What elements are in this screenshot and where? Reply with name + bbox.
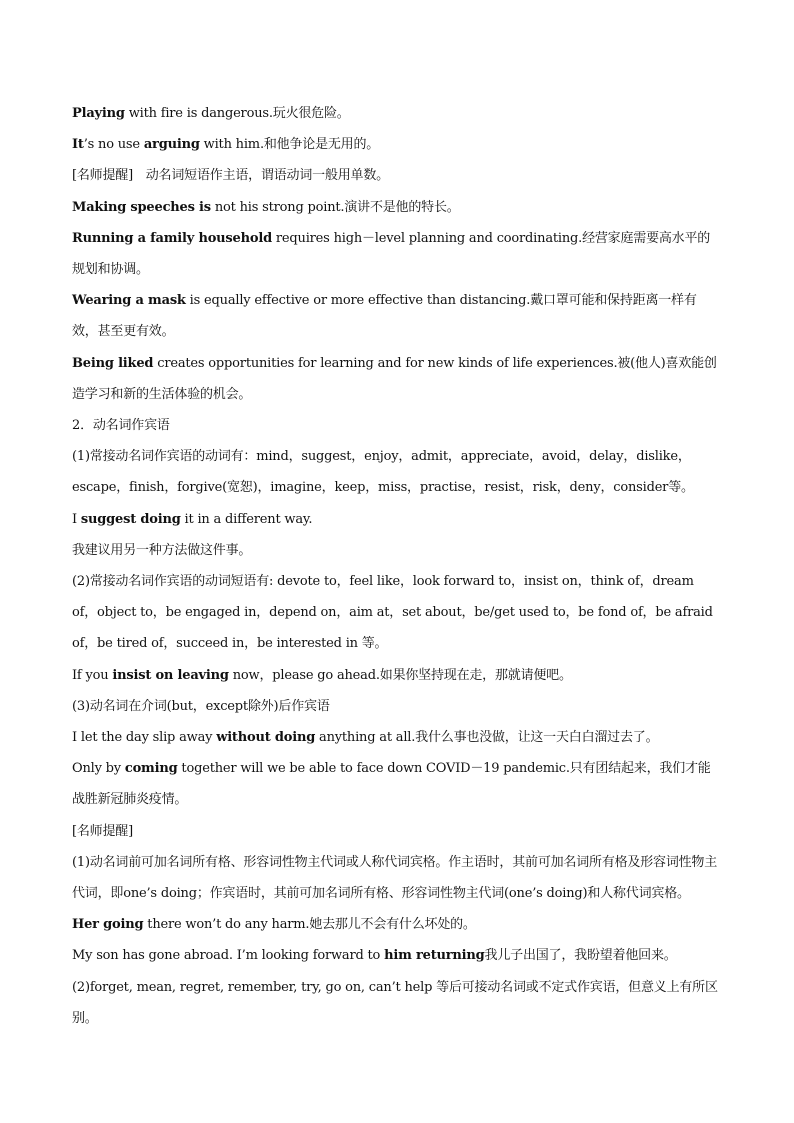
text-run: (2)常接动名词作宾语的动词短语有: devote to，feel like，look forward to，insist on，think of，dream of，object to，be engaged in，depend on，aim at，set about，be/get used to，be fond of，be afraid of，be tired of，succeed in，be interested in 等。 [72,574,713,652]
bold-text: Being liked [72,355,154,371]
text-run: is equally effective or more effective than distancing.戴口罩可能和保持距离一样有效，甚至更有效。 [72,293,697,340]
paragraph [72,192,722,223]
bold-text: Running a family household [72,230,272,246]
bold-text: suggest doing [80,511,181,527]
paragraph [72,285,722,347]
text-run: now，please go ahead.如果你坚持现在走，那就请便吧。 [228,667,572,683]
text-run: with him.和他争论是无用的。 [199,137,380,153]
text-run: (3)动名词在介词(but，except除外)后作宾语 [72,698,330,714]
bold-text: It [72,137,84,153]
paragraph [72,753,722,815]
paragraph [72,909,722,940]
paragraph [72,816,722,847]
text-run: it in a different way. [180,511,313,527]
paragraph [72,98,722,129]
text-run: 2．动名词作宾语 [72,418,170,434]
document-content [72,98,722,1034]
paragraph [72,940,722,971]
text-run: anything at all.我什么事也没做，让这一天白白溜过去了。 [315,730,659,746]
text-run: Only by [72,761,125,777]
paragraph [72,972,722,1034]
paragraph [72,410,722,441]
text-run: I [72,511,81,527]
text-run: not his strong point.演讲不是他的特长。 [210,199,460,215]
text-run: creates opportunities for learning and for new kinds of life experiences.被(他人)喜欢能创造学习和新的生活体验的机会。 [72,355,717,402]
bold-text: Making speeches is [72,199,211,215]
paragraph [72,691,722,722]
bold-text: coming [124,761,178,777]
text-run: (2)forget, mean, regret, remember, try, go on, can’t help 等后可接动名词或不定式作宾语，但意义上有所区别。 [72,979,718,1026]
paragraph [72,535,722,566]
paragraph [72,129,722,160]
text-run: together will we be able to face down COVID－19 pandemic.只有团结起来，我们才能战胜新冠肺炎疫情。 [72,761,711,808]
paragraph [72,660,722,691]
paragraph [72,722,722,753]
text-run: ’s no use [83,137,144,153]
text-run: My son has gone abroad. I’m looking forward to [72,948,385,964]
bold-text: Playing [72,106,125,121]
paragraph [72,566,722,660]
bold-text: arguing [143,137,200,153]
text-run: [名师提醒] [72,823,133,839]
text-run: requires high－level planning and coordinating.经营家庭需要高水平的规划和协调。 [72,230,711,278]
text-run: with fire is dangerous.玩火很危险。 [124,106,350,121]
text-run: [名师提醒] 动名词短语作主语，谓语动词一般用单数。 [72,168,389,184]
text-run: I let the day slip away [72,730,217,746]
text-run: (1)动名词前可加名词所有格、形容词性物主代词或人称代词宾格。作主语时，其前可加名词所有格及形容词性物主代词，即one’s doing；作宾语时，其前可加名词所有格、形容词性物主代词(one’s doing)和人称代词宾格。 [72,854,718,902]
text-run: If you [72,667,113,683]
text-run: 我建议用另一种方法做这件事。 [72,542,252,558]
paragraph [72,160,722,191]
paragraph [72,223,722,285]
bold-text: Her going [72,917,144,933]
text-run: 我儿子出国了，我盼望着他回来。 [484,948,677,964]
bold-text: him returning [384,948,485,964]
paragraph [72,847,722,909]
bold-text: insist on leaving [112,667,229,683]
text-run: (1)常接动名词作宾语的动词有：mind，suggest，enjoy，admit，appreciate，avoid，delay，dislike，escape，finish，forgive(宽恕)，imagine，keep，miss，practise，resist，risk，deny，consider等。 [72,449,694,496]
text-run: there won’t do any harm.她去那儿不会有什么坏处的。 [143,917,476,933]
bold-text: Wearing a mask [72,293,186,309]
paragraph [72,348,722,410]
bold-text: without doing [216,730,316,746]
paragraph [72,441,722,503]
paragraph [72,504,722,535]
